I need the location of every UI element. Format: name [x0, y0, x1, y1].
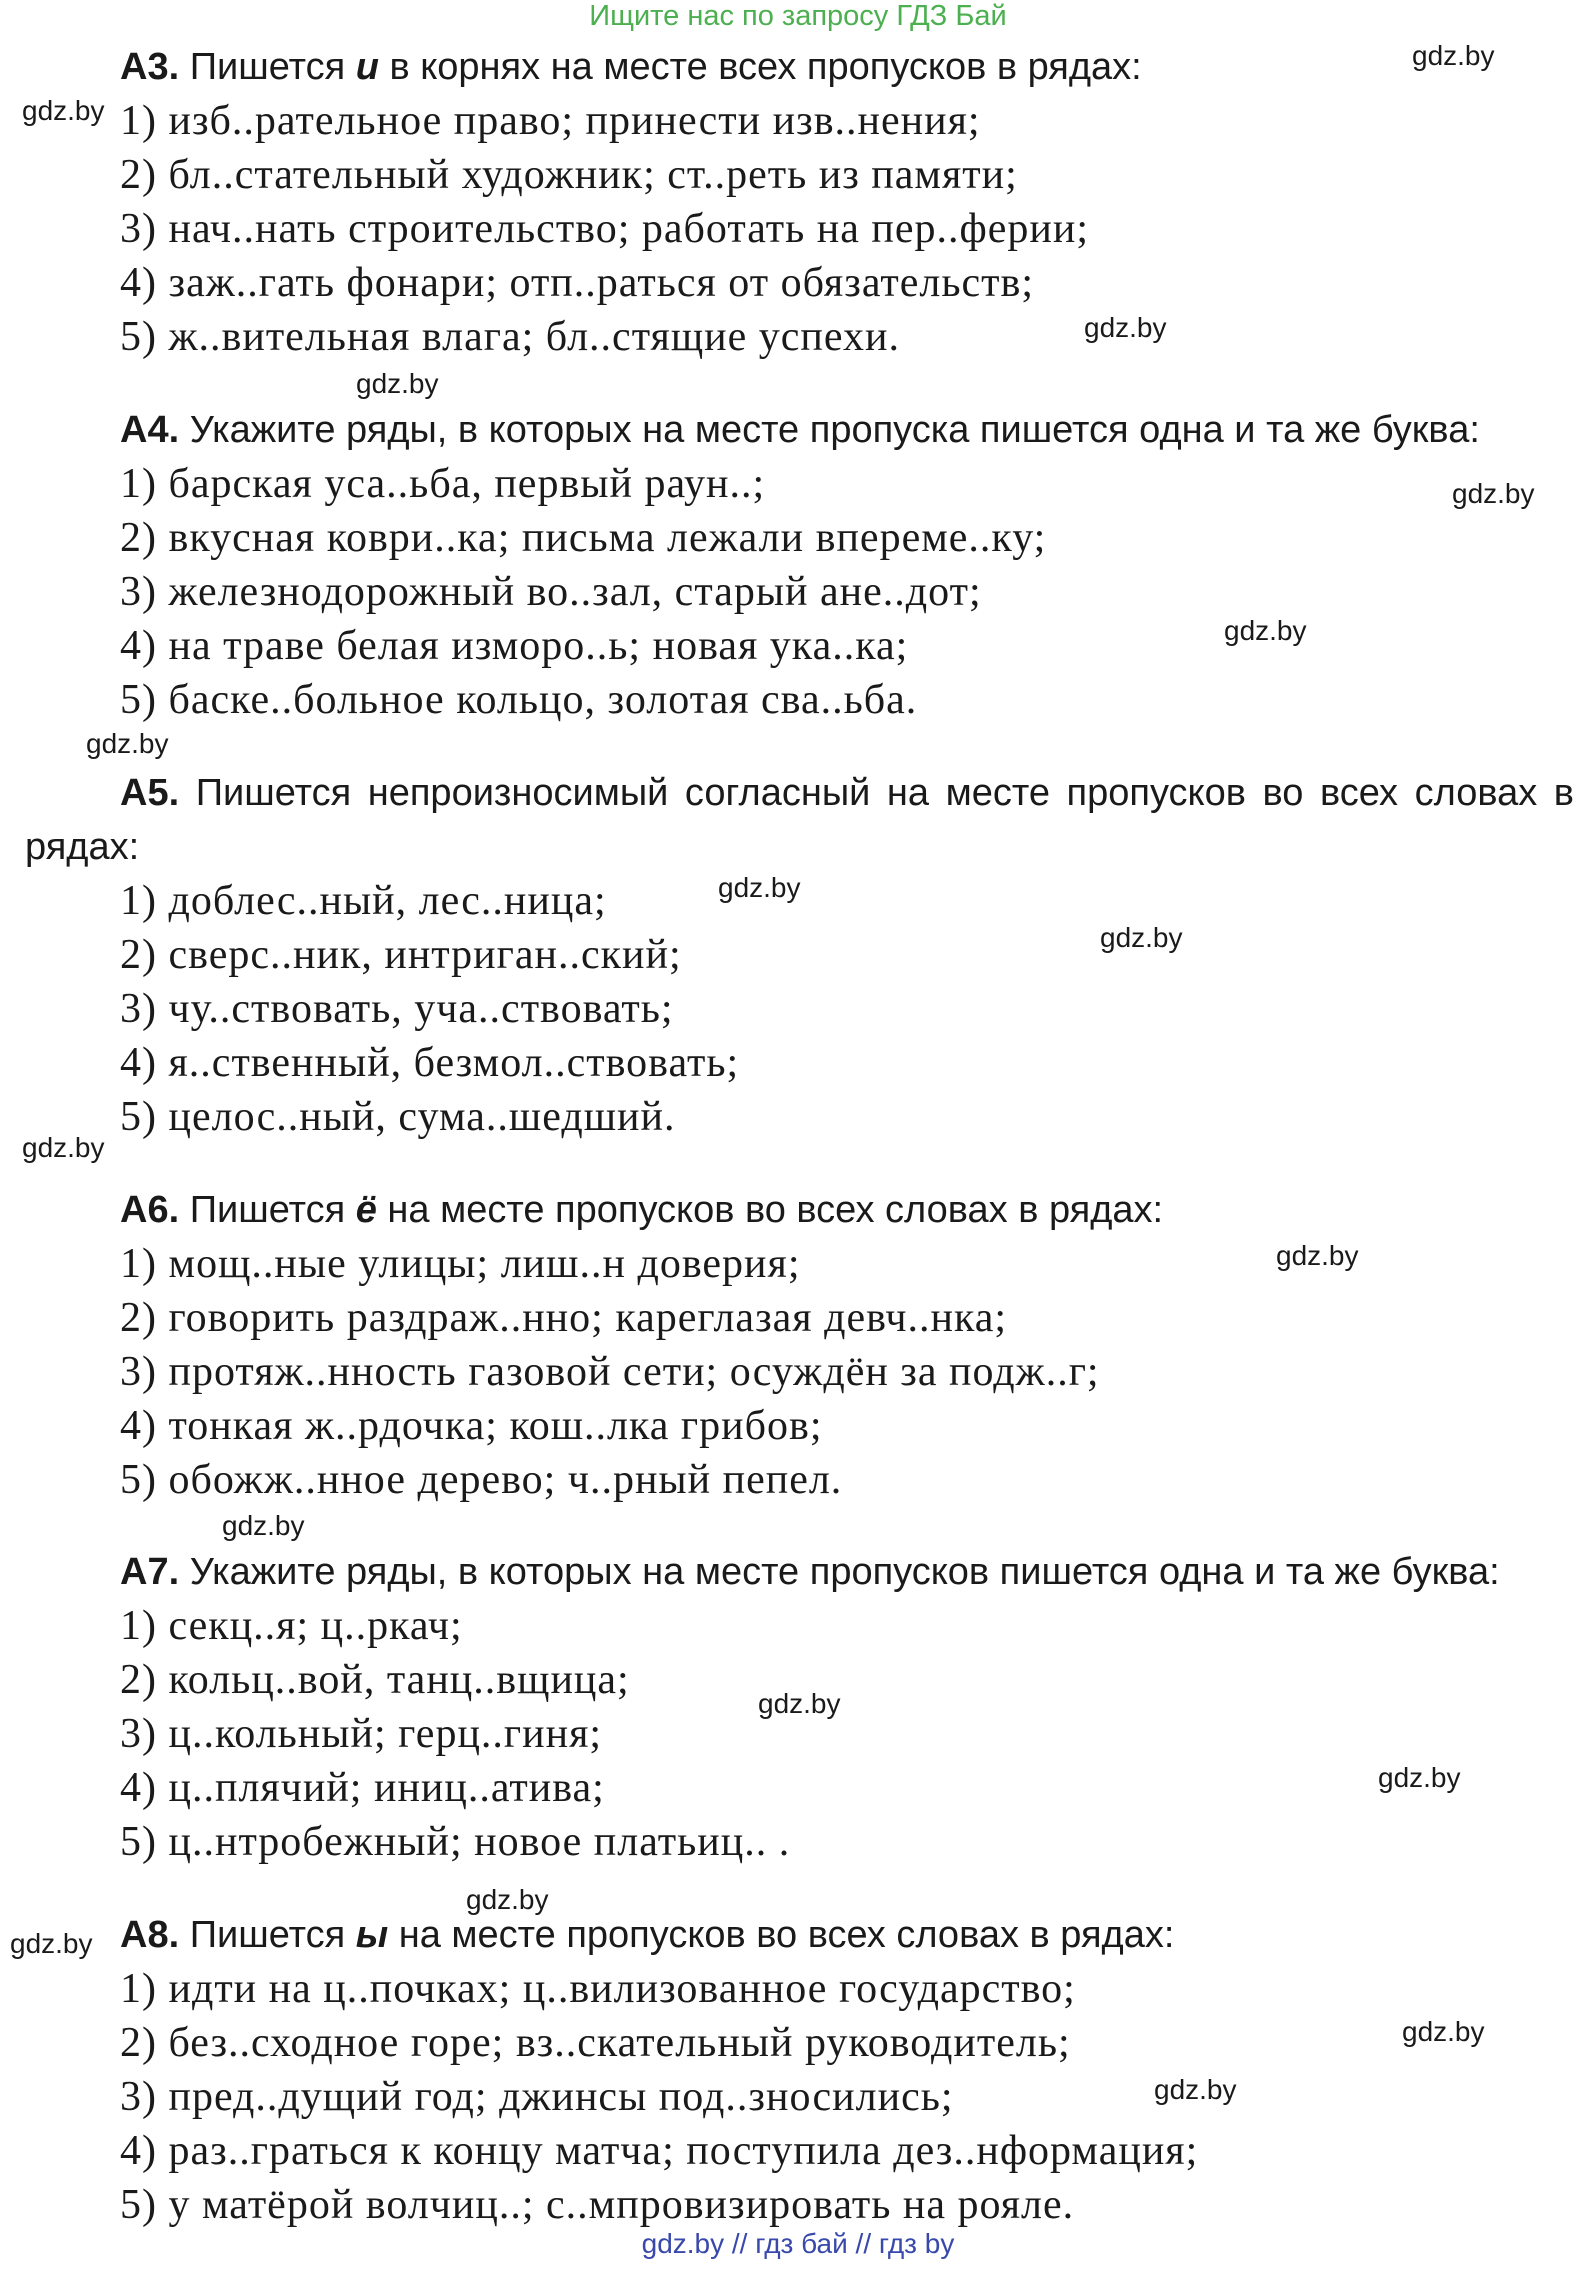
answer-option-4: 4) заж..гать фонари; отп..раться от обязательств; [120, 260, 1034, 306]
task-a4 [0, 403, 1596, 727]
answer-option-4: 4) тонкая ж..рдочка; кош..лка грибов; [120, 1403, 823, 1449]
answer-option-2: 2) говорить раздраж..нно; кареглазая девч..нка; [120, 1295, 1008, 1341]
task-prompt: Укажите ряды, в которых на месте пропусков пишется одна и та же буква: [179, 1551, 1500, 1593]
task-title [0, 1908, 1596, 1962]
watermark: gdz.by [718, 872, 801, 903]
task-code: А6. [120, 1189, 180, 1231]
watermark: gdz.by [466, 1884, 549, 1915]
answer-option-1: 1) секц..я; ц..ркач; [120, 1603, 463, 1649]
answer-option-3: 3) железнодорожный во..зал, старый ане..дот; [120, 569, 982, 615]
answer-option-1: 1) барская уса..ьба, первый раун..; [120, 461, 766, 507]
answer-option-5: 5) целос..ный, сума..шедший. [120, 1094, 676, 1140]
answer-option-3: 3) чу..ствовать, уча..ствовать; [120, 986, 674, 1032]
answer-option-3: 3) протяж..нность газовой сети; осуждён за подж..г; [120, 1349, 1100, 1395]
task-a5 [0, 766, 1596, 1144]
answer-option-2: 2) бл..стательный художник; ст..реть из памяти; [120, 152, 1018, 198]
watermark: gdz.by [356, 368, 439, 399]
watermark: gdz.by [86, 728, 169, 759]
answer-option-3: 3) ц..кольный; герц..гиня; [120, 1711, 603, 1757]
task-letter: ё [355, 1189, 377, 1231]
answer-option-5: 5) обожж..нное дерево; ч..рный пепел. [120, 1457, 843, 1503]
task-a6 [0, 1183, 1596, 1507]
task-code: А4. [120, 409, 180, 451]
task-prompt-start: Пишется [179, 1189, 356, 1231]
task-letter: и [355, 46, 379, 88]
answer-option-2: 2) кольц..вой, танц..вщица; [120, 1657, 630, 1703]
answer-option-5: 5) у матёрой волчиц..; с..мпровизировать на рояле. [120, 2182, 1075, 2228]
answer-option-4: 4) раз..граться к концу матча; поступила дез..нформация; [120, 2128, 1199, 2174]
task-prompt: Пишется непроизносимый согласный на месте пропусков во всех словах в рядах: [25, 772, 1574, 868]
watermark: gdz.by [1402, 2016, 1485, 2047]
answer-option-2: 2) вкусная коври..ка; письма лежали впереме..ку; [120, 515, 1047, 561]
task-code: А7. [120, 1551, 180, 1593]
task-a8 [0, 1908, 1596, 2232]
task-code: А5. [120, 772, 180, 814]
watermark: gdz.by [1084, 312, 1167, 343]
task-title [0, 766, 1596, 874]
answer-option-1: 1) изб..рательное право; принести изв..нения; [120, 98, 981, 144]
answer-option-3: 3) пред..дущий год; джинсы под..зносились; [120, 2074, 954, 2120]
watermark: gdz.by [1224, 615, 1307, 646]
task-a3 [0, 40, 1596, 364]
answer-option-4: 4) на траве белая изморо..ь; новая ука..ка; [120, 623, 909, 669]
answer-option-2: 2) без..сходное горе; вз..скательный руководитель; [120, 2020, 1071, 2066]
footer-watermark: gdz.by // гдз бай // гдз by [641, 2228, 955, 2259]
watermark: gdz.by [10, 1928, 93, 1959]
answer-option-5: 5) баске..больное кольцо, золотая сва..ьба. [120, 677, 918, 723]
watermark: gdz.by [758, 1688, 841, 1719]
task-prompt-start: Пишется [179, 46, 356, 88]
answer-option-1: 1) доблес..ный, лес..ница; [120, 878, 607, 924]
task-title [0, 1183, 1596, 1237]
task-code: А8. [120, 1914, 180, 1956]
watermark: gdz.by [1452, 478, 1535, 509]
task-title [0, 1545, 1596, 1599]
answer-option-1: 1) идти на ц..почках; ц..вилизованное государство; [120, 1966, 1076, 2012]
answer-option-5: 5) ж..вительная влага; бл..стящие успехи. [120, 314, 900, 360]
watermark: gdz.by [1276, 1240, 1359, 1271]
answer-option-1: 1) мощ..ные улицы; лиш..н доверия; [120, 1241, 801, 1287]
watermark: gdz.by [1100, 922, 1183, 953]
answer-option-2: 2) сверс..ник, интриган..ский; [120, 932, 682, 978]
task-prompt-end: в корнях на месте всех пропусков в рядах: [378, 46, 1142, 88]
watermark: gdz.by [1154, 2074, 1237, 2105]
task-prompt-end: на месте пропусков во всех словах в рядах: [376, 1189, 1164, 1231]
answer-option-5: 5) ц..нтробежный; новое платьиц.. . [120, 1819, 791, 1865]
watermark: gdz.by [1378, 1762, 1461, 1793]
answer-option-3: 3) нач..нать строительство; работать на пер..ферии; [120, 206, 1089, 252]
task-code: А3. [120, 46, 180, 88]
watermark: gdz.by [222, 1510, 305, 1541]
watermark: gdz.by [22, 95, 105, 126]
answer-option-4: 4) я..ственный, безмол..ствовать; [120, 1040, 740, 1086]
watermark: gdz.by [22, 1132, 105, 1163]
watermark: gdz.by [1412, 40, 1495, 71]
task-prompt: Укажите ряды, в которых на месте пропуска пишется одна и та же буква: [179, 409, 1480, 451]
task-letter: ы [355, 1914, 389, 1956]
task-prompt-start: Пишется [179, 1914, 356, 1956]
task-title [0, 40, 1596, 94]
header-note: Ищите нас по запросу ГДЗ Бай [589, 0, 1007, 32]
task-prompt-end: на месте пропусков во всех словах в рядах: [388, 1914, 1175, 1956]
answer-option-4: 4) ц..плячий; иниц..атива; [120, 1765, 605, 1811]
task-title [0, 403, 1596, 457]
